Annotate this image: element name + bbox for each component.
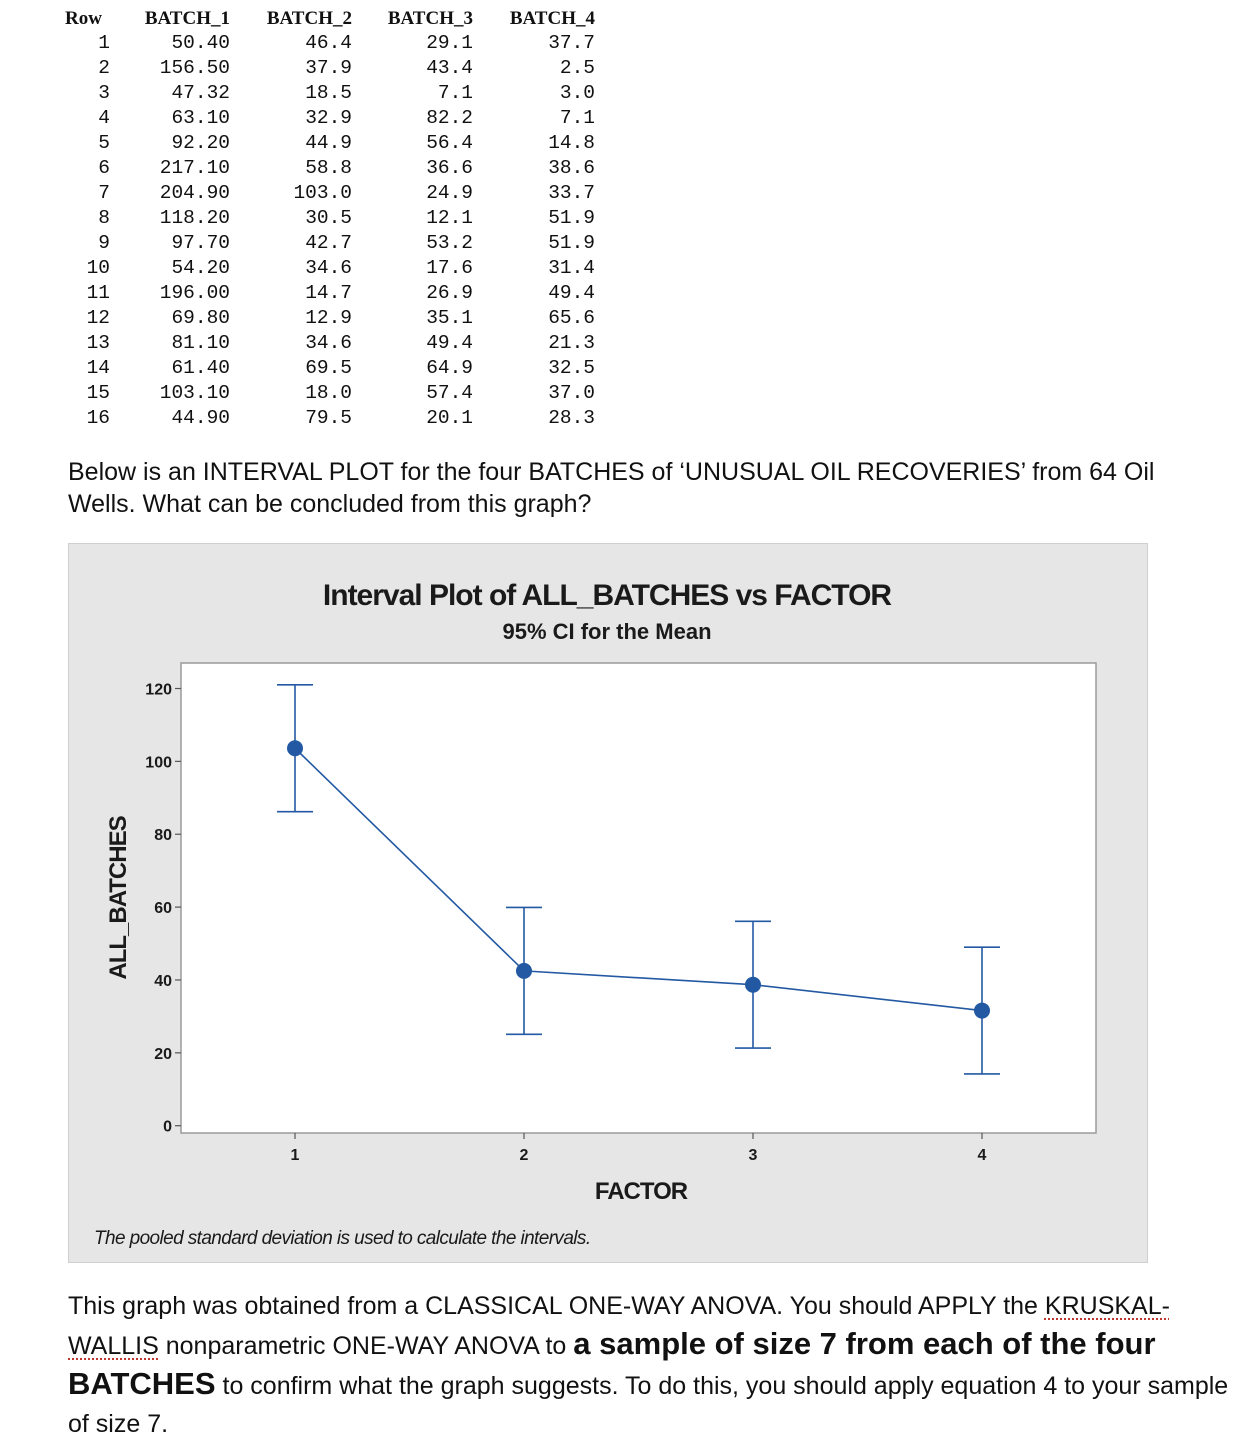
closing-text-3: to confirm what the graph suggests. To do this, you should apply equation 4 to your sample of size 7. — [68, 1372, 1229, 1438]
batch-4-value: 38.6 — [548, 157, 595, 179]
batch-data-table — [65, 6, 595, 431]
batch-3-value: 24.9 — [426, 182, 473, 204]
batch-2-value: 37.9 — [305, 57, 352, 79]
batch-4-value: 37.0 — [548, 382, 595, 404]
table-row — [65, 56, 595, 81]
mean-point-4 — [974, 1003, 990, 1019]
batch-1-value: 103.10 — [159, 382, 230, 404]
interval-plot — [69, 544, 1147, 1262]
batch-2-value: 34.6 — [305, 257, 352, 279]
batch-4-value: 37.7 — [548, 32, 595, 54]
batch-1-value: 217.10 — [159, 157, 230, 179]
y-axis-label: ALL_BATCHES — [105, 816, 132, 980]
x-tick-label: 3 — [748, 1147, 758, 1164]
batch-3-value: 49.4 — [426, 332, 473, 354]
batch-1-value: 118.20 — [159, 207, 230, 229]
batch-1-value: 44.90 — [171, 407, 230, 429]
batch-1-value: 97.70 — [171, 232, 230, 254]
table-row — [65, 331, 595, 356]
closing-text-2: nonparametric ONE-WAY ANOVA to — [158, 1332, 574, 1360]
table-row — [65, 206, 595, 231]
row-number: 5 — [98, 132, 110, 154]
table-row — [65, 81, 595, 106]
batch-1-value: 69.80 — [171, 307, 230, 329]
row-number: 6 — [98, 157, 110, 179]
table-header-row — [65, 6, 595, 31]
y-tick-label: 80 — [154, 827, 172, 845]
batch-2-value: 14.7 — [305, 282, 352, 304]
batch-3-value: 43.4 — [426, 57, 473, 79]
plot-area — [181, 663, 1096, 1133]
batch-4-value: 2.5 — [559, 57, 595, 79]
batch-4-value: 49.4 — [548, 282, 595, 304]
table-row — [65, 406, 595, 431]
y-tick-label: 60 — [154, 900, 172, 918]
batch-1-value: 63.10 — [171, 107, 230, 129]
row-number: 7 — [98, 182, 110, 204]
batch-1-value: 196.00 — [159, 282, 230, 304]
row-number: 12 — [86, 307, 110, 329]
mean-point-2 — [516, 963, 532, 979]
closing-emphasis: a sample of size 7 from each of the four BATCHES — [68, 1326, 1156, 1401]
x-tick-label: 2 — [519, 1147, 529, 1164]
closing-instructions — [68, 1287, 1238, 1443]
batch-4-value: 7.1 — [559, 107, 595, 129]
batch-2-value: 32.9 — [305, 107, 352, 129]
mean-point-1 — [287, 740, 303, 756]
batch-1-value: 92.20 — [171, 132, 230, 154]
interval-plot-panel — [68, 543, 1148, 1263]
batch-4-value: 28.3 — [548, 407, 595, 429]
batch-4-value: 33.7 — [548, 182, 595, 204]
batch-4-value: 14.8 — [548, 132, 595, 154]
batch-2-value: 44.9 — [305, 132, 352, 154]
batch-1-value: 47.32 — [171, 82, 230, 104]
row-number: 10 — [86, 257, 110, 279]
table-row — [65, 231, 595, 256]
y-tick-label: 20 — [154, 1045, 172, 1063]
x-tick-label: 1 — [290, 1147, 300, 1164]
batch-3-value: 26.9 — [426, 282, 473, 304]
y-tick-label: 40 — [154, 972, 172, 990]
batch-2-value: 42.7 — [305, 232, 352, 254]
row-number: 14 — [86, 357, 110, 379]
table-row — [65, 31, 595, 56]
row-number: 16 — [86, 407, 110, 429]
y-axis — [145, 682, 181, 1136]
table-row — [65, 381, 595, 406]
batch-1-value: 81.10 — [171, 332, 230, 354]
header-batch-2: BATCH_2 — [266, 8, 352, 29]
chart-subtitle: 95% CI for the Mean — [502, 619, 712, 644]
y-tick-label: 100 — [145, 754, 172, 772]
table-row — [65, 281, 595, 306]
chart-footnote: The pooled standard deviation is used to calculate the intervals. — [94, 1228, 591, 1249]
batch-3-value: 35.1 — [426, 307, 473, 329]
row-number: 11 — [86, 282, 110, 304]
row-number: 2 — [98, 57, 110, 79]
table-row — [65, 306, 595, 331]
batch-3-value: 64.9 — [426, 357, 473, 379]
batch-2-value: 46.4 — [305, 32, 352, 54]
closing-text-1: This graph was obtained from a CLASSICAL ONE-WAY ANOVA. You should APPLY the — [68, 1292, 1045, 1320]
y-tick-label: 0 — [163, 1118, 172, 1136]
x-tick-label: 4 — [977, 1147, 987, 1164]
row-number: 1 — [98, 32, 110, 54]
batch-4-value: 3.0 — [559, 82, 595, 104]
row-number: 15 — [86, 382, 110, 404]
batch-3-value: 56.4 — [426, 132, 473, 154]
batch-4-value: 51.9 — [548, 232, 595, 254]
row-number: 4 — [98, 107, 110, 129]
header-batch-1: BATCH_1 — [144, 8, 230, 29]
batch-3-value: 20.1 — [426, 407, 473, 429]
row-number: 8 — [98, 207, 110, 229]
header-batch-4: BATCH_4 — [509, 8, 595, 29]
row-number: 9 — [98, 232, 110, 254]
table-row — [65, 156, 595, 181]
batch-2-value: 69.5 — [305, 357, 352, 379]
batch-4-value: 51.9 — [548, 207, 595, 229]
batch-1-value: 204.90 — [159, 182, 230, 204]
batch-2-value: 30.5 — [305, 207, 352, 229]
mean-point-3 — [745, 977, 761, 993]
batch-3-value: 36.6 — [426, 157, 473, 179]
table-row — [65, 181, 595, 206]
header-batch-3: BATCH_3 — [387, 8, 473, 29]
batch-2-value: 18.0 — [305, 382, 352, 404]
table-body — [65, 31, 595, 431]
batch-1-value: 61.40 — [171, 357, 230, 379]
batch-3-value: 17.6 — [426, 257, 473, 279]
batch-2-value: 12.9 — [305, 307, 352, 329]
batch-1-value: 54.20 — [171, 257, 230, 279]
batch-3-value: 82.2 — [426, 107, 473, 129]
batch-3-value: 12.1 — [426, 207, 473, 229]
batch-3-value: 57.4 — [426, 382, 473, 404]
chart-title: Interval Plot of ALL_BATCHES vs FACTOR — [322, 579, 892, 612]
x-axis-label: FACTOR — [594, 1178, 688, 1205]
kruskal-wallis-term: KRUSKAL-WALLIS — [68, 1292, 1170, 1360]
batch-4-value: 32.5 — [548, 357, 595, 379]
intro-question: Below is an INTERVAL PLOT for the four BATCHES of ‘UNUSUAL OIL RECOVERIES’ from 64 Oil Wells. What can be concluded from this graph? — [68, 458, 1155, 518]
batch-2-value: 58.8 — [305, 157, 352, 179]
batch-4-value: 21.3 — [548, 332, 595, 354]
batch-3-value: 29.1 — [426, 32, 473, 54]
table-row — [65, 131, 595, 156]
row-number: 13 — [86, 332, 110, 354]
batch-2-value: 79.5 — [305, 407, 352, 429]
batch-3-value: 7.1 — [437, 82, 473, 104]
table-row — [65, 106, 595, 131]
row-number: 3 — [98, 82, 110, 104]
batch-4-value: 31.4 — [548, 257, 595, 279]
y-tick-label: 120 — [145, 681, 172, 699]
batch-2-value: 18.5 — [305, 82, 352, 104]
batch-1-value: 50.40 — [171, 32, 230, 54]
table-row — [65, 356, 595, 381]
batch-2-value: 103.0 — [293, 182, 352, 204]
batch-1-value: 156.50 — [159, 57, 230, 79]
table-row — [65, 256, 595, 281]
batch-3-value: 53.2 — [426, 232, 473, 254]
x-axis — [291, 1133, 987, 1164]
batch-4-value: 65.6 — [548, 307, 595, 329]
batch-2-value: 34.6 — [305, 332, 352, 354]
header-row: Row — [65, 8, 102, 29]
